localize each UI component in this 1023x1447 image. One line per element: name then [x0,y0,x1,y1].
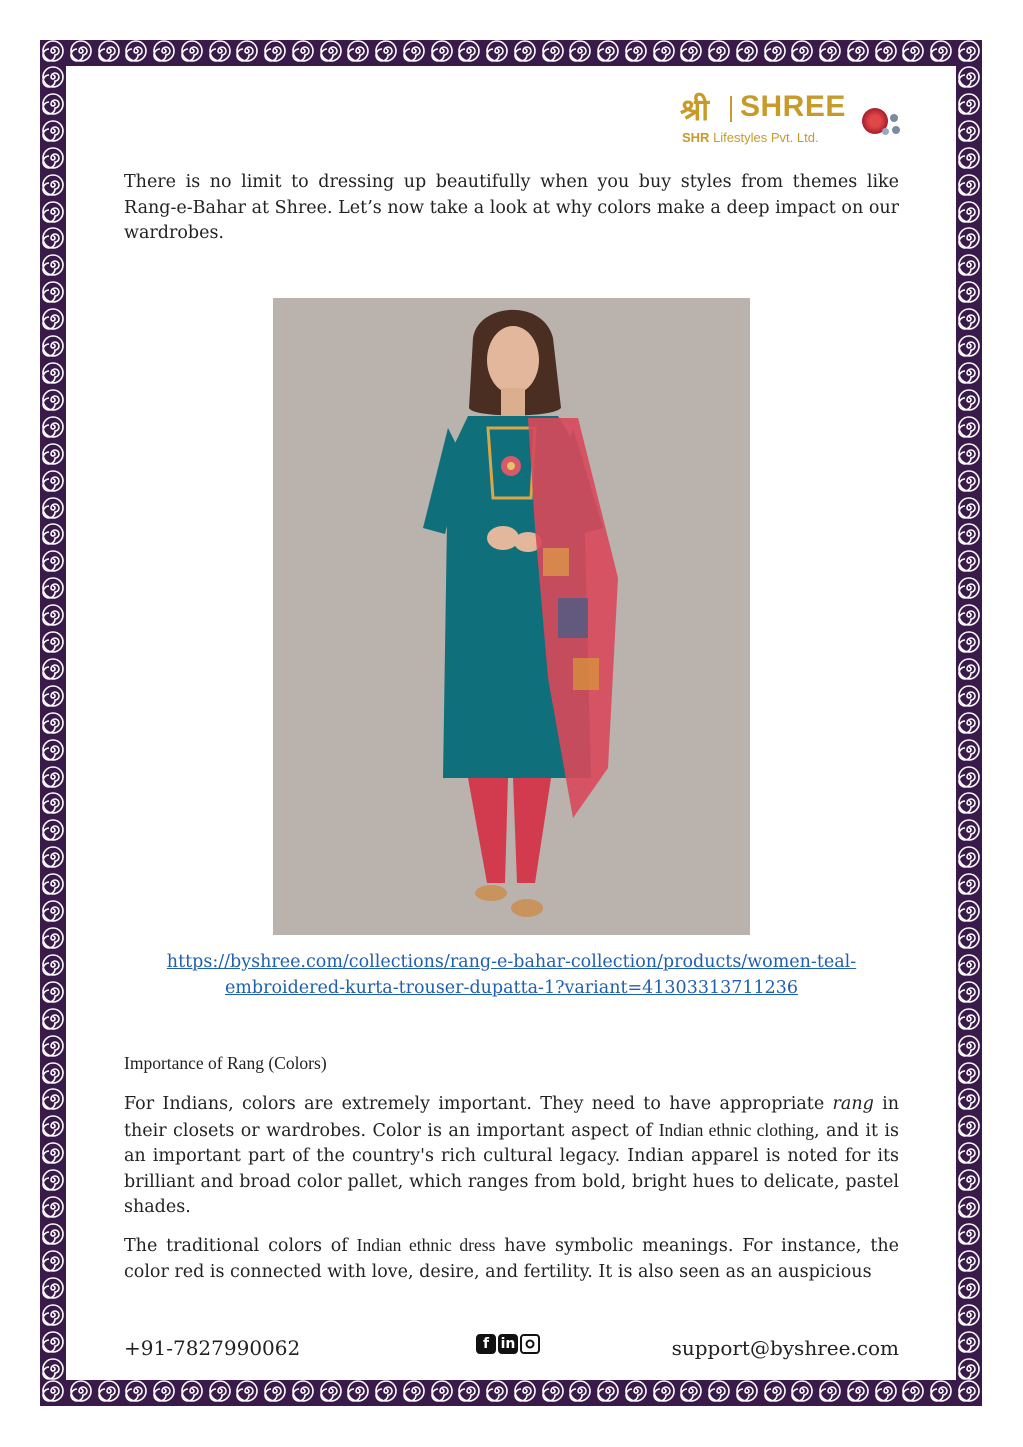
spiral-ornament-icon [209,40,231,62]
spiral-ornament-icon [42,497,64,519]
spiral-ornament-icon [42,900,64,922]
spiral-ornament-icon [42,819,64,841]
spiral-ornament-icon [42,523,64,545]
spiral-ornament-icon [42,335,64,357]
spiral-ornament-icon [42,1358,64,1380]
spiral-ornament-icon [958,1062,980,1084]
spiral-ornament-icon [42,362,64,384]
spiral-ornament-icon [958,147,980,169]
spiral-ornament-icon [958,631,980,653]
spiral-ornament-icon [320,40,342,62]
spiral-ornament-icon [42,739,64,761]
spiral-ornament-icon [875,40,897,62]
spiral-ornament-icon [680,40,702,62]
spiral-ornament-icon [958,1331,980,1353]
spiral-ornament-icon [347,1380,369,1402]
spiral-ornament-icon [42,443,64,465]
spiral-ornament-icon [42,40,64,62]
spiral-ornament-icon [930,40,952,62]
para1-text-c: , and it is an important part of the country's rich cultural legacy. Indian apparel is noted for its brilliant and broad color pallet, which ranges from bold, bright hues to delicate, pastel shades. [124,1120,899,1217]
border-bottom [40,1380,982,1406]
spiral-ornament-icon [958,685,980,707]
logo-subtitle-rest: Lifestyles Pvt. Ltd. [709,130,819,145]
spiral-ornament-icon [42,846,64,868]
para2-keyword-link[interactable]: Indian ethnic dress [356,1235,496,1255]
spiral-ornament-icon [958,497,980,519]
spiral-ornament-icon [42,604,64,626]
spiral-ornament-icon [486,40,508,62]
spiral-ornament-icon [42,685,64,707]
logo-dot [892,126,900,134]
spiral-ornament-icon [958,766,980,788]
spiral-ornament-icon [958,120,980,142]
spiral-ornament-icon [958,1196,980,1218]
spiral-ornament-icon [764,40,786,62]
spiral-ornament-icon [153,40,175,62]
spiral-ornament-icon [958,1142,980,1164]
spiral-ornament-icon [236,1380,258,1402]
spiral-ornament-icon [597,1380,619,1402]
spiral-ornament-icon [42,927,64,949]
para1-text-a: For Indians, colors are extremely important. They need to have appropriate [124,1094,833,1114]
spiral-ornament-icon [542,40,564,62]
spiral-ornament-icon [42,416,64,438]
spiral-ornament-icon [958,1277,980,1299]
spiral-ornament-icon [431,40,453,62]
spiral-ornament-icon [958,93,980,115]
spiral-ornament-icon [98,40,120,62]
spiral-ornament-icon [958,227,980,249]
spiral-ornament-icon [958,739,980,761]
instagram-icon[interactable] [520,1334,540,1354]
spiral-ornament-icon [42,1115,64,1137]
spiral-ornament-icon [42,1008,64,1030]
product-link-line1[interactable]: https://byshree.com/collections/rang-e-bahar-collection/products/women-teal- [166,952,857,972]
spiral-ornament-icon [98,1380,120,1402]
border-right [956,66,982,1380]
spiral-ornament-icon [958,40,980,62]
spiral-ornament-icon [958,927,980,949]
spiral-ornament-icon [42,308,64,330]
spiral-ornament-icon [431,1380,453,1402]
spiral-ornament-icon [930,1380,952,1402]
logo-subtitle-bold: SHR [682,130,710,145]
spiral-ornament-icon [153,1380,175,1402]
spiral-ornament-icon [597,40,619,62]
spiral-ornament-icon [958,66,980,88]
spiral-ornament-icon [42,1142,64,1164]
spiral-ornament-icon [736,1380,758,1402]
spiral-ornament-icon [958,954,980,976]
spiral-ornament-icon [42,981,64,1003]
spiral-ornament-icon [819,40,841,62]
border-top [40,40,982,66]
spiral-ornament-icon [264,1380,286,1402]
spiral-ornament-icon [42,1380,64,1402]
spiral-ornament-icon [125,40,147,62]
spiral-ornament-icon [847,40,869,62]
spiral-ornament-icon [42,577,64,599]
spiral-ornament-icon [958,470,980,492]
spiral-ornament-icon [42,1304,64,1326]
spiral-ornament-icon [292,40,314,62]
spiral-ornament-icon [958,819,980,841]
paragraph-traditional-colors [124,1233,899,1285]
spiral-ornament-icon [375,1380,397,1402]
spiral-ornament-icon [42,1277,64,1299]
spiral-ornament-icon [375,40,397,62]
spiral-ornament-icon [514,40,536,62]
logo-dot [890,114,898,122]
spiral-ornament-icon [625,40,647,62]
spiral-ornament-icon [958,712,980,734]
para1-text-b: in their closets or wardrobes. Color is an important aspect of [124,1094,899,1141]
spiral-ornament-icon [42,66,64,88]
spiral-ornament-icon [736,40,758,62]
spiral-ornament-icon [42,1035,64,1057]
border-left [40,66,66,1380]
para1-keyword-link[interactable]: Indian ethnic clothing [658,1119,815,1140]
spiral-ornament-icon [42,174,64,196]
spiral-ornament-icon [764,1380,786,1402]
spiral-ornament-icon [958,254,980,276]
spiral-ornament-icon [458,1380,480,1402]
logo-subtitle [682,130,819,145]
spiral-ornament-icon [958,873,980,895]
spiral-ornament-icon [958,335,980,357]
footer-phone[interactable]: +91-7827990062 [124,1336,301,1360]
spiral-ornament-icon [42,120,64,142]
spiral-ornament-icon [42,712,64,734]
spiral-ornament-icon [875,1380,897,1402]
spiral-ornament-icon [42,1088,64,1110]
spiral-ornament-icon [42,281,64,303]
spiral-ornament-icon [42,93,64,115]
spiral-ornament-icon [42,470,64,492]
spiral-ornament-icon [958,523,980,545]
spiral-ornament-icon [958,1035,980,1057]
spiral-ornament-icon [569,40,591,62]
spiral-ornament-icon [70,1380,92,1402]
product-link-line2[interactable]: embroidered-kurta-trouser-dupatta-1?variant=41303313711236 [224,977,799,998]
para1-emphasis: rang [832,1094,874,1114]
spiral-ornament-icon [264,40,286,62]
section-heading: Importance of Rang (Colors) [124,1053,327,1073]
spiral-ornament-icon [42,1331,64,1353]
spiral-ornament-icon [708,40,730,62]
spiral-ornament-icon [209,1380,231,1402]
spiral-ornament-icon [181,1380,203,1402]
spiral-ornament-icon [42,1062,64,1084]
spiral-ornament-icon [625,1380,647,1402]
spiral-ornament-icon [125,1380,147,1402]
paragraph-importance [124,1092,899,1221]
spiral-ornament-icon [958,604,980,626]
spiral-ornament-icon [292,1380,314,1402]
linkedin-icon[interactable]: in [498,1334,518,1354]
spiral-ornament-icon [347,40,369,62]
spiral-ornament-icon [181,40,203,62]
spiral-ornament-icon [653,40,675,62]
spiral-ornament-icon [958,1223,980,1245]
spiral-ornament-icon [902,40,924,62]
spiral-ornament-icon [320,1380,342,1402]
model-illustration [273,298,750,935]
spiral-ornament-icon [403,1380,425,1402]
logo-brand-text: SHREE [740,90,846,123]
spiral-ornament-icon [42,389,64,411]
spiral-ornament-icon [42,631,64,653]
spiral-ornament-icon [42,954,64,976]
spiral-ornament-icon [542,1380,564,1402]
spiral-ornament-icon [958,1115,980,1137]
spiral-ornament-icon [958,1304,980,1326]
spiral-ornament-icon [791,1380,813,1402]
spiral-ornament-icon [958,981,980,1003]
spiral-ornament-icon [42,1169,64,1191]
spiral-ornament-icon [958,550,980,572]
spiral-ornament-icon [958,577,980,599]
spiral-ornament-icon [458,40,480,62]
spiral-ornament-icon [42,658,64,680]
footer-email[interactable]: support@byshree.com [671,1336,899,1360]
spiral-ornament-icon [42,201,64,223]
spiral-ornament-icon [70,40,92,62]
spiral-ornament-icon [791,40,813,62]
spiral-ornament-icon [42,227,64,249]
spiral-ornament-icon [42,550,64,572]
facebook-icon[interactable]: f [476,1334,496,1354]
spiral-ornament-icon [958,201,980,223]
spiral-ornament-icon [42,147,64,169]
spiral-ornament-icon [819,1380,841,1402]
spiral-ornament-icon [958,1250,980,1272]
spiral-ornament-icon [958,658,980,680]
shree-logo [680,82,910,152]
spiral-ornament-icon [902,1380,924,1402]
spiral-ornament-icon [42,1223,64,1245]
spiral-ornament-icon [958,846,980,868]
spiral-ornament-icon [42,1196,64,1218]
spiral-ornament-icon [569,1380,591,1402]
spiral-ornament-icon [958,1088,980,1110]
product-photo [273,298,750,935]
spiral-ornament-icon [958,1358,980,1380]
spiral-ornament-icon [847,1380,869,1402]
spiral-ornament-icon [680,1380,702,1402]
spiral-ornament-icon [403,40,425,62]
spiral-ornament-icon [958,1380,980,1402]
spiral-ornament-icon [958,416,980,438]
spiral-ornament-icon [958,792,980,814]
product-link[interactable] [124,950,899,1001]
para2-text-b: have symbolic meanings. For instance, the color red is connected with love, desire, and fertility. It is also seen as an auspicious [124,1236,899,1282]
spiral-ornament-icon [42,254,64,276]
intro-paragraph: There is no limit to dressing up beautifully when you buy styles from themes like Rang-e-Bahar at Shree. Let’s now take a look at why colors make a deep impact on our wardrobes. [124,172,899,243]
spiral-ornament-icon [958,281,980,303]
spiral-ornament-icon [958,443,980,465]
spiral-ornament-icon [653,1380,675,1402]
spiral-ornament-icon [486,1380,508,1402]
para2-text-a: The traditional colors of [124,1236,357,1256]
spiral-ornament-icon [958,174,980,196]
spiral-ornament-icon [958,1008,980,1030]
spiral-ornament-icon [42,792,64,814]
spiral-ornament-icon [42,766,64,788]
spiral-ornament-icon [958,308,980,330]
spiral-ornament-icon [958,362,980,384]
logo-hindi-text: श्री [680,93,710,128]
spiral-ornament-icon [958,900,980,922]
social-icons [476,1334,540,1354]
spiral-ornament-icon [514,1380,536,1402]
spiral-ornament-icon [236,40,258,62]
spiral-ornament-icon [42,1250,64,1272]
logo-dot [882,128,889,135]
spiral-ornament-icon [958,389,980,411]
spiral-ornament-icon [958,1169,980,1191]
spiral-ornament-icon [42,873,64,895]
logo-separator [730,96,732,122]
spiral-ornament-icon [708,1380,730,1402]
